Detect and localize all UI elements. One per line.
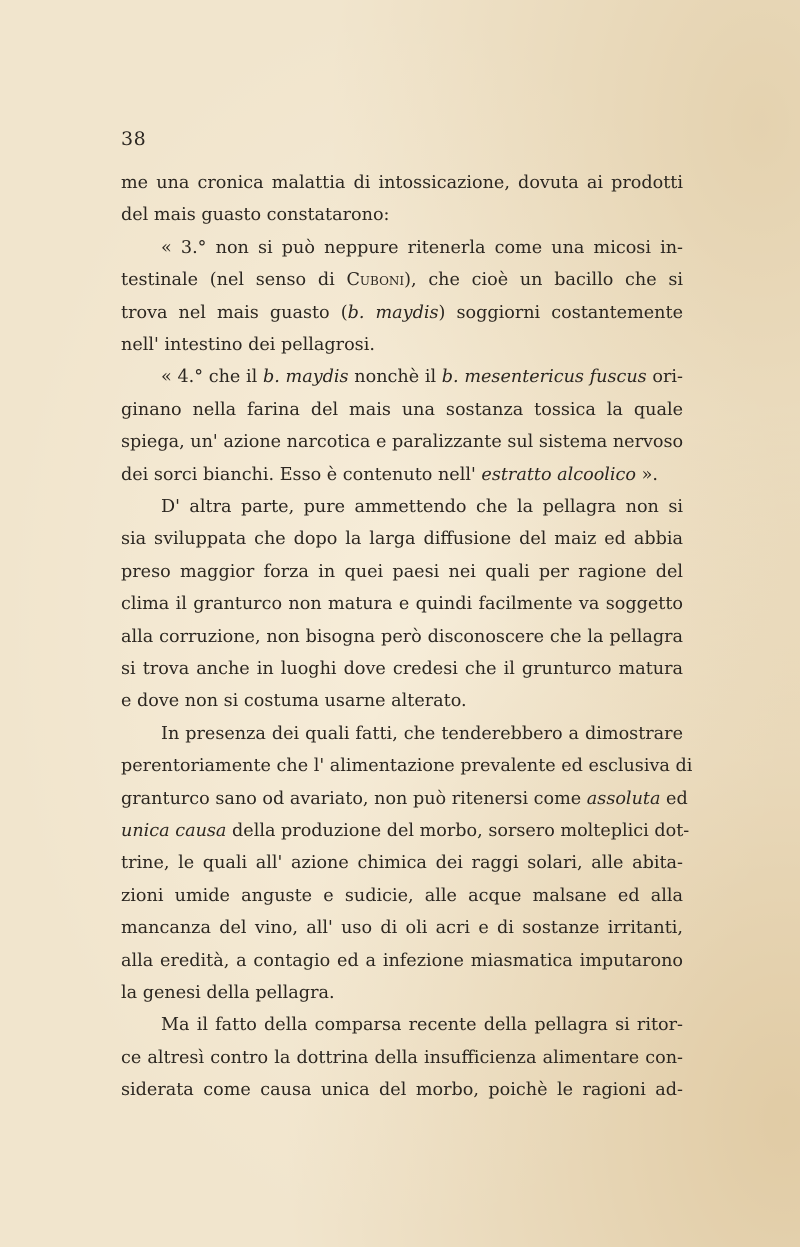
- text-line: nell' intestino dei pellagrosi.: [121, 335, 375, 355]
- text-run: trova nel mais guasto (: [121, 303, 348, 323]
- text-run: « 4.° che il: [161, 367, 263, 387]
- text-run: ed: [660, 789, 688, 809]
- text-line: del mais guasto constatarono:: [121, 205, 390, 225]
- text-run: b. maydis: [347, 303, 439, 323]
- text-run: b. mesentericus fuscus: [441, 367, 647, 387]
- text-line: « 3.° non si può neppure ritenerla come una micosi in-: [161, 238, 683, 258]
- text-run: unica causa: [121, 821, 227, 841]
- text-run: ori-: [646, 367, 683, 387]
- text-line: perentoriamente che l' alimentazione prevalente ed esclusiva di: [121, 756, 693, 776]
- text-run: Cuboni: [346, 270, 405, 290]
- text-line: alla eredità, a contagio ed a infezione miasmatica imputarono: [121, 951, 683, 971]
- text-line: la genesi della pellagra.: [121, 983, 335, 1003]
- text-run: testinale (nel senso di: [121, 270, 347, 290]
- text-line: clima il granturco non matura e quindi facilmente va soggetto: [121, 594, 683, 614]
- text-line: sia sviluppata che dopo la larga diffusione del maiz ed abbia: [121, 529, 683, 549]
- text-line: [121, 464, 683, 486]
- text-run: estratto alcoolico: [481, 465, 636, 485]
- text-line: e dove non si costuma usarne alterato.: [121, 691, 467, 711]
- text-line: In presenza dei quali fatti, che tenderebbero a dimostrare: [161, 724, 683, 744]
- text-line: trine, le quali all' azione chimica dei raggi solari, alle abita-: [121, 853, 683, 873]
- text-line: siderata come causa unica del morbo, poichè le ragioni ad-: [121, 1080, 683, 1100]
- text-run: granturco sano od avariato, non può ritenersi come: [121, 789, 587, 809]
- text-run: ), che cioè un bacillo che si: [404, 270, 683, 290]
- text-line: mancanza del vino, all' uso di oli acri e di sostanze irritanti,: [121, 918, 683, 938]
- text-line: spiega, un' azione narcotica e paralizzante sul sistema nervoso: [121, 432, 684, 452]
- text-line: si trova anche in luoghi dove credesi che il grunturco matura: [121, 659, 683, 679]
- text-line: preso maggior forza in quei paesi nei quali per ragione del: [121, 562, 683, 582]
- text-run: ) soggiorni costantemente: [438, 303, 683, 323]
- text-line: [121, 788, 688, 810]
- text-run: b. maydis: [262, 367, 349, 387]
- text-line: ce altresì contro la dottrina della insufficienza alimentare con-: [121, 1048, 683, 1068]
- text-run: dei sorci bianchi. Esso è contenuto nell': [121, 465, 482, 485]
- text-line: alla corruzione, non bisogna però disconoscere che la pellagra: [121, 627, 683, 647]
- text-line: zioni umide anguste e sudicie, alle acque malsane ed alla: [121, 886, 683, 906]
- text-line: D' altra parte, pure ammettendo che la pellagra non si: [161, 497, 683, 517]
- text-line: ginano nella farina del mais una sostanza tossica la quale: [121, 400, 683, 420]
- text-run: nonchè il: [348, 367, 442, 387]
- text-line: [161, 366, 683, 388]
- text-line: [121, 820, 690, 842]
- text-line: me una cronica malattia di intossicazione, dovuta ai prodotti: [121, 173, 683, 193]
- page-number: 38: [121, 128, 147, 150]
- text-run: della produzione del morbo, sorsero molteplici dot-: [226, 821, 690, 841]
- text-run: ».: [636, 465, 658, 485]
- text-line: [121, 269, 683, 291]
- text-line: [121, 302, 683, 324]
- text-line: Ma il fatto della comparsa recente della pellagra si ritor-: [161, 1015, 683, 1035]
- text-run: assoluta: [586, 789, 661, 809]
